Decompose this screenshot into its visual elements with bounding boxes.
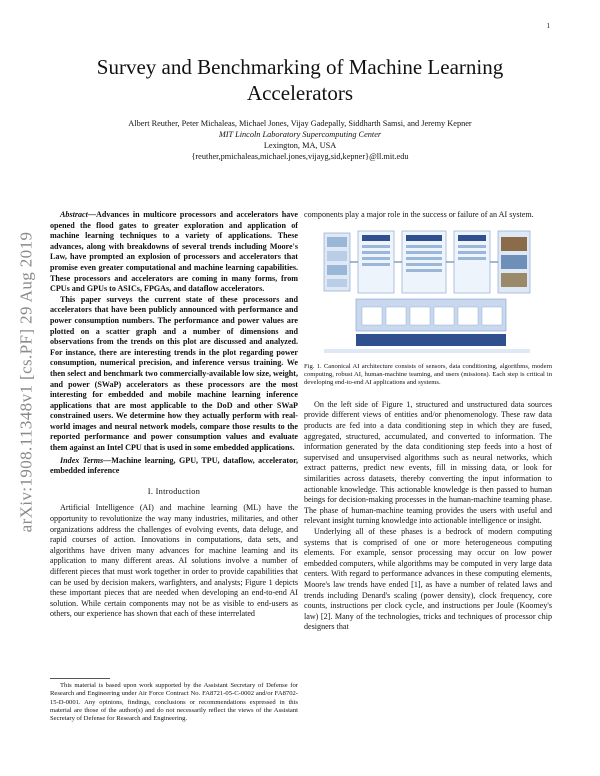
index-terms-label: Index Terms bbox=[60, 455, 104, 465]
author-list: Albert Reuther, Peter Michaleas, Michael Jones, Vijay Gadepally, Siddharth Samsi, and Jeremy Kepner bbox=[128, 119, 472, 128]
arxiv-id: arXiv:1908.11348v1 [cs.PF] 29 Aug 2019 bbox=[16, 231, 36, 533]
paper-title: Survey and Benchmarking of Machine Learning Accelerators bbox=[96, 55, 504, 105]
footnote-rule bbox=[50, 678, 110, 679]
right-column bbox=[304, 210, 552, 633]
location: Lexington, MA, USA bbox=[263, 141, 337, 150]
abstract-paragraph-1: Abstract—Advances in multicore processors and accelerators have opened the flood gates to greater exploration and application of machine learning techniques to a variety of applications. These advances, along with breakdowns of several trends including Moore's Law, have prompted an explosion of processors and accelerators that promise even greater computational and machine learning capabilities. These processors and accelerators are coming in many forms, from CPUs and GPUs to ASICs, FPGAs, and dataflow accelerators. bbox=[50, 210, 298, 294]
figure-1-caption: Fig. 1. Canonical AI architecture consists of sensors, data conditioning, algorithms, modern computing, robust AI, human-machine teaming, and users (missions). Each step is critical in developing end-to-end AI applications and systems. bbox=[304, 362, 552, 387]
right-paragraph-2: Underlying all of these phases is a bedrock of modern computing systems that is comprised of one or more heterogeneous computing elements. For example, sensor processing may occur on low power embedded computers, while algorithms may be computed in very large data centers. With regard to performance advances in these computing elements, Moore's law trends have ended [1], as have a number of related laws and trends including Denard's scaling (power density), clock frequency, core counts, instructions per clock cycle, and instructions per Joule (Koomey's law) [2]. Many of the technologies, tricks and techniques of processor chip designers that bbox=[304, 526, 552, 632]
arxiv-watermark bbox=[4, 205, 48, 559]
author-emails: {reuther,pmichaleas,michael.jones,vijayg,sid,kepner}@ll.mit.edu bbox=[191, 152, 409, 161]
paper-header bbox=[50, 54, 550, 162]
left-column bbox=[50, 210, 298, 620]
footnote: This material is based upon work supported by the Assistant Secretary of Defense for Research and Engineering under Air Force Contract No. FA8721-05-C-0002 and/or FA8702-15-D-0001. Any opinions, findings, conclusions or recommendations expressed in this material are those of the author(s) and do not necessarily reflect the views of the Assistant Secretary of Defense for Research and Engineering. bbox=[50, 682, 298, 723]
right-paragraph-1: On the left side of Figure 1, structured and unstructured data sources provide different views of entities and/or phenomenology. These raw data products are fed into a data conditioning step in which they are fused, aggregated, structured, accumulated, and converted to information. The information generated by the data conditioning step feeds into a host of supervised and unsupervised algorithms such as neural networks, which extract patterns, predict new events, fill in missing data, or look for similarities across datasets, thereby converting the input information to actionable knowledge. This actionable knowledge is then passed to human beings for decision-making processes in the human-machine teaming phase. The phase of human-machine teaming provides the users with useful and relevant insight turning knowledge into actionable intelligence or insight. bbox=[304, 399, 552, 526]
abstract-label: Abstract bbox=[60, 210, 88, 219]
intro-paragraph-1: Artificial Intelligence (AI) and machine learning (ML) have the opportunity to revolutionize the way many industries, militaries, and other organizations address the challenges of evolving events, data deluge, and rapid courses of action. Innovations in computations, data sets, and algorithms have driven many advances for machine learning and its application to many different areas. AI solutions involve a number of different pieces that must work together in order to provide capabilities that can be used by decision makers, warfighters, and analysts; Figure 1 depicts these important pieces that are needed when developing an end-to-end AI solution. While certain components may not be as visible to end-users as others, our experience has shown that each of these interrelated bbox=[50, 503, 298, 619]
abstract-paragraph-2: This paper surveys the current state of these processors and accelerators that have been publicly announced with performance and power consumption numbers. The performance and power values are plotted on a scatter graph and a number of dimensions and observations from the trends on this plot are discussed and analyzed. For instance, there are interesting trends in the plot regarding power consumption, numerical precision, and inference versus training. We then select and benchmark two commercially-available low size, weight, and power (SWaP) accelerators as these processors are the most interesting for embedded and mobile machine learning inference applications that are most applicable to the DoD and other SWaP constrained users. We determine how they actually perform with real-world images and neural network models, compare those results to the reported performance and power consumption values and evaluate them against an Intel CPU that is used in some embedded applications. bbox=[50, 294, 298, 453]
figure-1-ai-architecture bbox=[322, 227, 532, 355]
robust-ai-block bbox=[356, 334, 506, 346]
figure-1-diagram bbox=[322, 227, 532, 355]
page-number: 1 bbox=[546, 22, 550, 30]
intro-paragraph-continued: components play a major role in the success or failure of an AI system. bbox=[304, 210, 534, 219]
affiliation: MIT Lincoln Laboratory Supercomputing Center bbox=[218, 130, 382, 139]
section-heading-introduction: I. Introduction bbox=[147, 486, 201, 496]
index-terms: Index Terms—Machine learning, GPU, TPU, dataflow, accelerator, embedded inference bbox=[50, 455, 298, 476]
